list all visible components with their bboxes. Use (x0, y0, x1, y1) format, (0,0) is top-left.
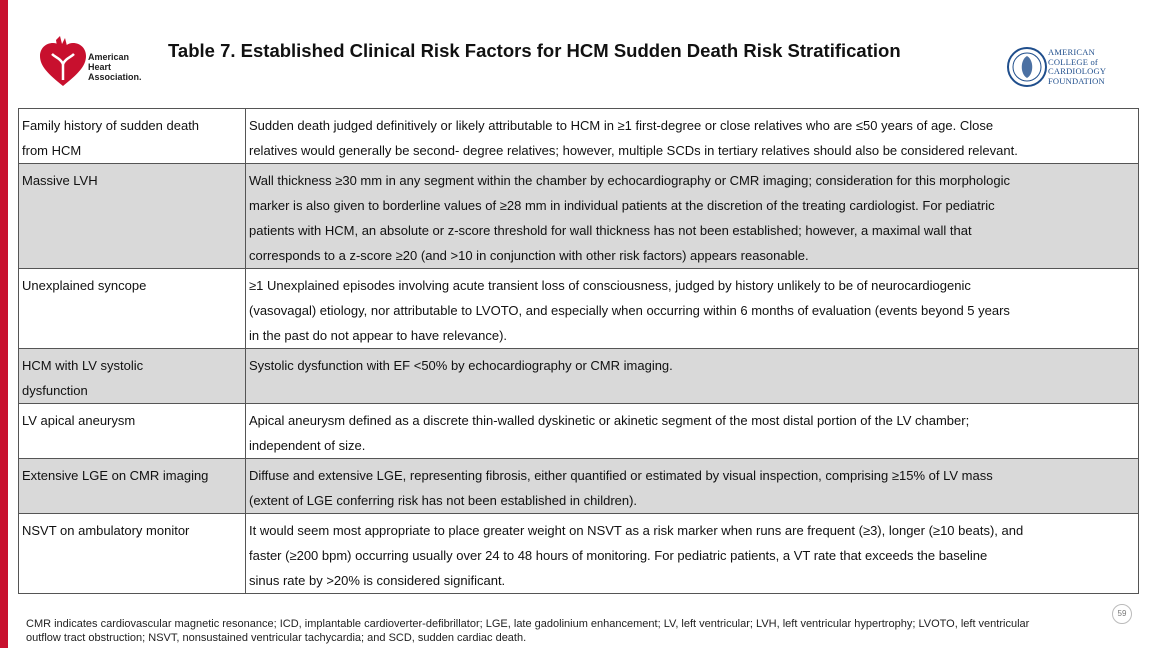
cell-line: Wall thickness ≥30 mm in any segment within the chamber by echocardiography or CMR imaging; consideration for this morphologic (249, 173, 1010, 188)
cell-line: Systolic dysfunction with EF <50% by echocardiography or CMR imaging. (249, 358, 673, 373)
risk-factor-cell (19, 459, 246, 514)
cell-line: Sudden death judged definitively or likely attributable to HCM in ≥1 first-degree or close relatives who are ≤50 years of age. Close (249, 118, 994, 133)
cell-line: (vasovagal) etiology, nor attributable to LVOTO, and especially when occurring within 6 months of evaluation (events beyond 5 years (249, 303, 1010, 318)
aha-logo-text (88, 52, 142, 82)
risk-description-cell (246, 349, 1139, 404)
table-row (19, 514, 1139, 594)
left-accent-bar (0, 0, 8, 648)
cell-line: LV apical aneurysm (22, 413, 136, 428)
cell-line: in the past do not appear to have relevance). (249, 328, 508, 343)
footnote-line: CMR indicates cardiovascular magnetic resonance; ICD, implantable cardioverter-defibrillator; LGE, late gadolinium enhancement; LV, left ventricular; LVH, left ventricular hypertrophy; LVOTO, left ventricular (26, 618, 1030, 630)
cell-line: independent of size. (249, 438, 366, 453)
risk-description-cell (246, 514, 1139, 594)
risk-description-cell (246, 404, 1139, 459)
aha-line: Heart (88, 62, 112, 72)
cell-line: It would seem most appropriate to place greater weight on NSVT as a risk marker when runs are frequent (≥3), longer (≥10 beats), and (249, 523, 1024, 538)
table-row (19, 404, 1139, 459)
acc-line: CARDIOLOGY (1048, 66, 1107, 76)
risk-factor-cell (19, 109, 246, 164)
acc-logo-text (1048, 48, 1106, 86)
page-title: Table 7. Established Clinical Risk Factors for HCM Sudden Death Risk Stratification (168, 40, 901, 61)
acc-line: FOUNDATION (1048, 75, 1105, 86)
risk-factor-cell (19, 514, 246, 594)
cell-line: marker is also given to borderline values of ≥28 mm in individual patients at the discretion of the treating cardiologist. For pediatric (249, 198, 995, 213)
cell-line: faster (≥200 bpm) occurring usually over 24 to 48 hours of monitoring. For pediatric patients, a VT rate that exceeds the baseline (249, 548, 988, 563)
table-row (19, 109, 1139, 164)
page-number-badge: 59 (1112, 604, 1132, 624)
cell-line: dysfunction (22, 383, 88, 398)
cell-line: HCM with LV systolic (22, 358, 144, 373)
cell-line: sinus rate by >20% is considered significant. (249, 573, 506, 588)
cell-line: Apical aneurysm defined as a discrete thin-walled dyskinetic or akinetic segment of the most distal portion of the LV chamber; (249, 413, 970, 428)
cell-line: patients with HCM, an absolute or z-score threshold for wall thickness has not been established; however, a maximal wall that (249, 223, 972, 238)
risk-factor-cell (19, 349, 246, 404)
acc-line: COLLEGE of (1048, 56, 1098, 67)
risk-description-cell (246, 459, 1139, 514)
cell-line: (extent of LGE conferring risk has not been established in children). (249, 493, 638, 508)
risk-description-cell (246, 164, 1139, 269)
aha-line: Association. (88, 72, 142, 82)
cell-line: Extensive LGE on CMR imaging (22, 468, 209, 483)
table-row (19, 164, 1139, 269)
cell-line: Massive LVH (22, 173, 98, 188)
table-row (19, 349, 1139, 404)
table-row (19, 459, 1139, 514)
cell-line: Family history of sudden death (22, 118, 200, 133)
risk-factor-cell (19, 404, 246, 459)
cell-line: corresponds to a z-score ≥20 (and >10 in conjunction with other risk factors) appears reasonable. (249, 248, 809, 263)
risk-factor-table (18, 108, 1139, 594)
cell-line: from HCM (22, 143, 82, 158)
risk-factor-cell (19, 164, 246, 269)
cell-line: relatives would generally be second- degree relatives; however, multiple SCDs in tertiary relatives should also be considered relevant. (249, 143, 1018, 158)
cell-line: Diffuse and extensive LGE, representing fibrosis, either quantified or estimated by visual inspection, comprising ≥15% of LV mass (249, 468, 993, 483)
cell-line: NSVT on ambulatory monitor (22, 523, 190, 538)
footnote-line: outflow tract obstruction; NSVT, nonsustained ventricular tachycardia; and SCD, sudden cardiac death. (26, 632, 527, 644)
acc-line: AMERICAN (1048, 47, 1095, 57)
risk-description-cell (246, 269, 1139, 349)
cell-line: Unexplained syncope (22, 278, 147, 293)
table-row (19, 269, 1139, 349)
cell-line: ≥1 Unexplained episodes involving acute transient loss of consciousness, judged by history unlikely to be of neurocardiogenic (249, 278, 971, 293)
abbreviations-footnote (26, 617, 1126, 645)
risk-description-cell (246, 109, 1139, 164)
aha-line: American (88, 52, 130, 62)
risk-factor-cell (19, 269, 246, 349)
